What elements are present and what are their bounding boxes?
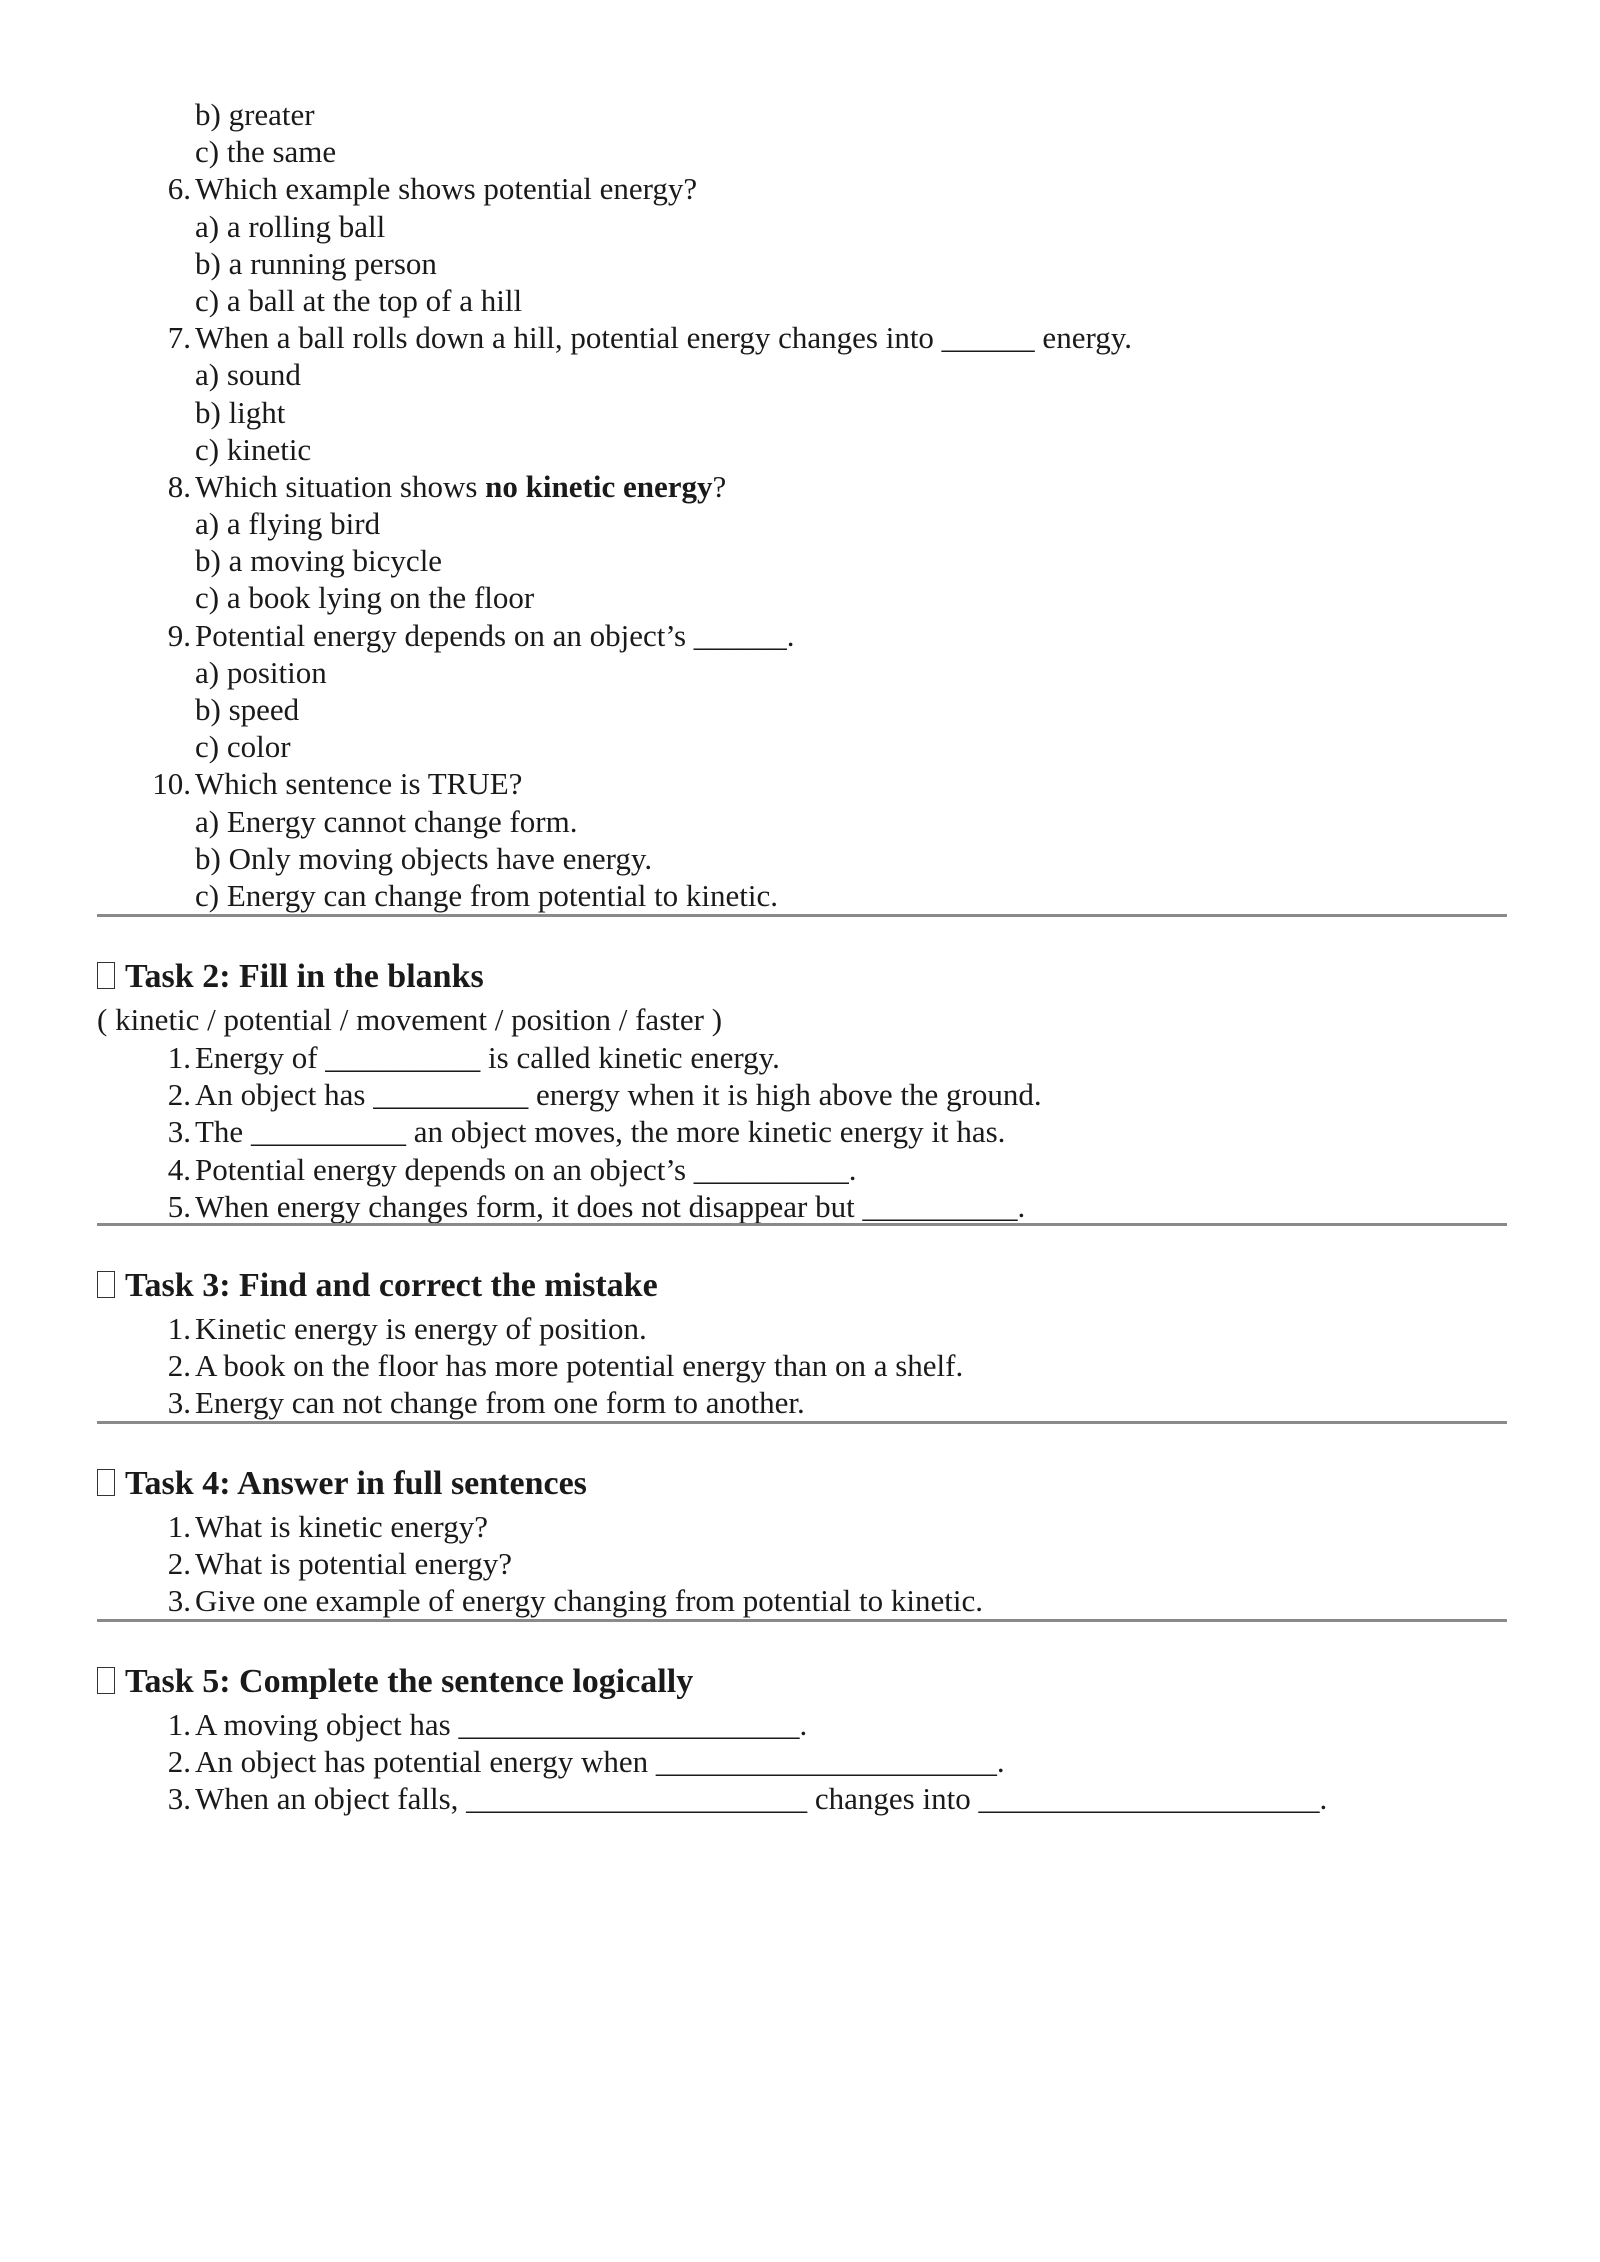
task-title: Task 4: Answer in full sentences — [125, 1465, 587, 1502]
list-item — [97, 1545, 1507, 1582]
item-number: 5. — [167, 1188, 191, 1224]
item-number: 3. — [167, 1781, 191, 1817]
question-number: 9. — [167, 617, 191, 653]
item-text: A book on the floor has more potential energy than on a shelf. — [195, 1348, 964, 1384]
question-text — [195, 468, 726, 505]
list-item — [97, 1384, 1507, 1421]
list-item — [97, 1188, 1507, 1225]
item-number: 1. — [167, 1311, 191, 1346]
option-line — [97, 505, 1507, 542]
question-text: When a ball rolls down a hill, potential energy changes into ______ energy. — [195, 320, 1132, 356]
list-item — [97, 1151, 1507, 1188]
option-text: b) greater — [195, 97, 315, 132]
item-text: When an object falls, ______________________ changes into ______________________. — [195, 1781, 1328, 1817]
item-number: 2. — [167, 1546, 191, 1582]
option-line — [97, 356, 1507, 393]
item-number: 2. — [167, 1348, 191, 1384]
option-line — [97, 803, 1507, 840]
option-line — [97, 840, 1507, 877]
item-number: 3. — [167, 1583, 191, 1619]
option-text: b) Only moving objects have energy. — [195, 840, 653, 876]
section-divider — [97, 1223, 1507, 1226]
option-text: a) a flying bird — [195, 506, 381, 542]
option-text: c) the same — [195, 134, 337, 170]
item-number: 2. — [167, 1744, 191, 1780]
checkbox-glyph-icon — [97, 1667, 115, 1694]
section-divider — [97, 1619, 1507, 1622]
question-6 — [97, 170, 1507, 207]
option-line — [97, 431, 1507, 468]
task3-items — [97, 1310, 1507, 1422]
option-text: a) position — [195, 654, 327, 690]
list-item — [97, 1780, 1507, 1817]
task4-heading — [97, 1462, 587, 1506]
item-text: Give one example of energy changing from potential to kinetic. — [195, 1583, 983, 1619]
question-number: 6. — [167, 171, 191, 207]
word-bank: ( kinetic / potential / movement / position / faster ) — [97, 1002, 723, 1037]
option-text: b) a running person — [195, 245, 437, 281]
item-text: A moving object has ______________________. — [195, 1707, 808, 1742]
option-line — [97, 96, 1507, 133]
checkbox-glyph-icon — [97, 1271, 115, 1298]
option-line — [97, 245, 1507, 282]
question-text: Potential energy depends on an object’s ______. — [195, 617, 795, 653]
list-item — [97, 1582, 1507, 1619]
task1-continued — [97, 96, 1507, 914]
option-line — [97, 877, 1507, 914]
question-text: Which example shows potential energy? — [195, 171, 698, 207]
item-text: The __________ an object moves, the more kinetic energy it has. — [195, 1114, 1006, 1150]
option-text: a) Energy cannot change form. — [195, 803, 578, 839]
checkbox-glyph-icon — [97, 962, 115, 989]
item-number: 1. — [167, 1707, 191, 1742]
option-line — [97, 133, 1507, 170]
option-line — [97, 542, 1507, 579]
option-line — [97, 654, 1507, 691]
item-text: An object has __________ energy when it is high above the ground. — [195, 1077, 1042, 1113]
option-line — [97, 394, 1507, 431]
item-number: 4. — [167, 1151, 191, 1187]
item-text: Kinetic energy is energy of position. — [195, 1311, 647, 1346]
list-item — [97, 1347, 1507, 1384]
item-number: 1. — [167, 1040, 191, 1075]
option-text: a) sound — [195, 357, 301, 393]
task-title: Task 2: Fill in the blanks — [125, 958, 484, 995]
list-item — [97, 1310, 1507, 1347]
question-text: Which sentence is TRUE? — [195, 766, 523, 802]
question-9 — [97, 617, 1507, 654]
question-8 — [97, 468, 1507, 505]
list-item — [97, 1706, 1507, 1743]
item-number: 1. — [167, 1509, 191, 1544]
task2-items — [97, 1039, 1507, 1225]
question-number: 7. — [167, 320, 191, 356]
question-emphasis: no kinetic energy — [485, 468, 713, 504]
question-text-part: Which situation shows — [195, 468, 486, 504]
option-text: c) a book lying on the floor — [195, 580, 535, 616]
option-line — [97, 728, 1507, 765]
item-text: Energy of __________ is called kinetic energy. — [195, 1040, 780, 1075]
option-text: c) kinetic — [195, 431, 312, 467]
task-title: Task 5: Complete the sentence logically — [125, 1663, 694, 1700]
list-item — [97, 1076, 1507, 1113]
option-line — [97, 208, 1507, 245]
item-text: When energy changes form, it does not disappear but __________. — [195, 1188, 1026, 1224]
list-item — [97, 1743, 1507, 1780]
task-title: Task 3: Find and correct the mistake — [125, 1267, 658, 1304]
option-text: b) speed — [195, 692, 300, 727]
item-number: 3. — [167, 1385, 191, 1421]
item-text: Potential energy depends on an object’s __________. — [195, 1151, 857, 1187]
task5-heading — [97, 1660, 693, 1704]
task5-items — [97, 1706, 1507, 1818]
item-number: 2. — [167, 1077, 191, 1113]
item-text: Energy can not change from one form to another. — [195, 1385, 805, 1421]
question-number: 10. — [152, 766, 191, 802]
task2-heading — [97, 955, 484, 999]
item-text: What is potential energy? — [195, 1546, 513, 1582]
list-item — [97, 1039, 1507, 1076]
question-10 — [97, 765, 1507, 802]
task4-items — [97, 1508, 1507, 1620]
question-text-part: ? — [712, 468, 727, 504]
option-text: c) Energy can change from potential to kinetic. — [195, 877, 779, 913]
question-number: 8. — [167, 468, 191, 504]
option-text: c) color — [195, 729, 291, 765]
section-divider — [97, 914, 1507, 917]
question-7 — [97, 319, 1507, 356]
list-item — [97, 1508, 1507, 1545]
section-divider — [97, 1421, 1507, 1424]
item-text: What is kinetic energy? — [195, 1509, 488, 1544]
option-text: c) a ball at the top of a hill — [195, 282, 523, 318]
option-line — [97, 579, 1507, 616]
checkbox-glyph-icon — [97, 1469, 115, 1496]
option-line — [97, 282, 1507, 319]
option-text: b) a moving bicycle — [195, 543, 443, 579]
option-line — [97, 691, 1507, 728]
option-text: b) light — [195, 394, 286, 430]
list-item — [97, 1113, 1507, 1150]
option-text: a) a rolling ball — [195, 208, 386, 244]
task3-heading — [97, 1264, 658, 1308]
item-number: 3. — [167, 1114, 191, 1150]
item-text: An object has potential energy when ______________________. — [195, 1744, 1005, 1780]
